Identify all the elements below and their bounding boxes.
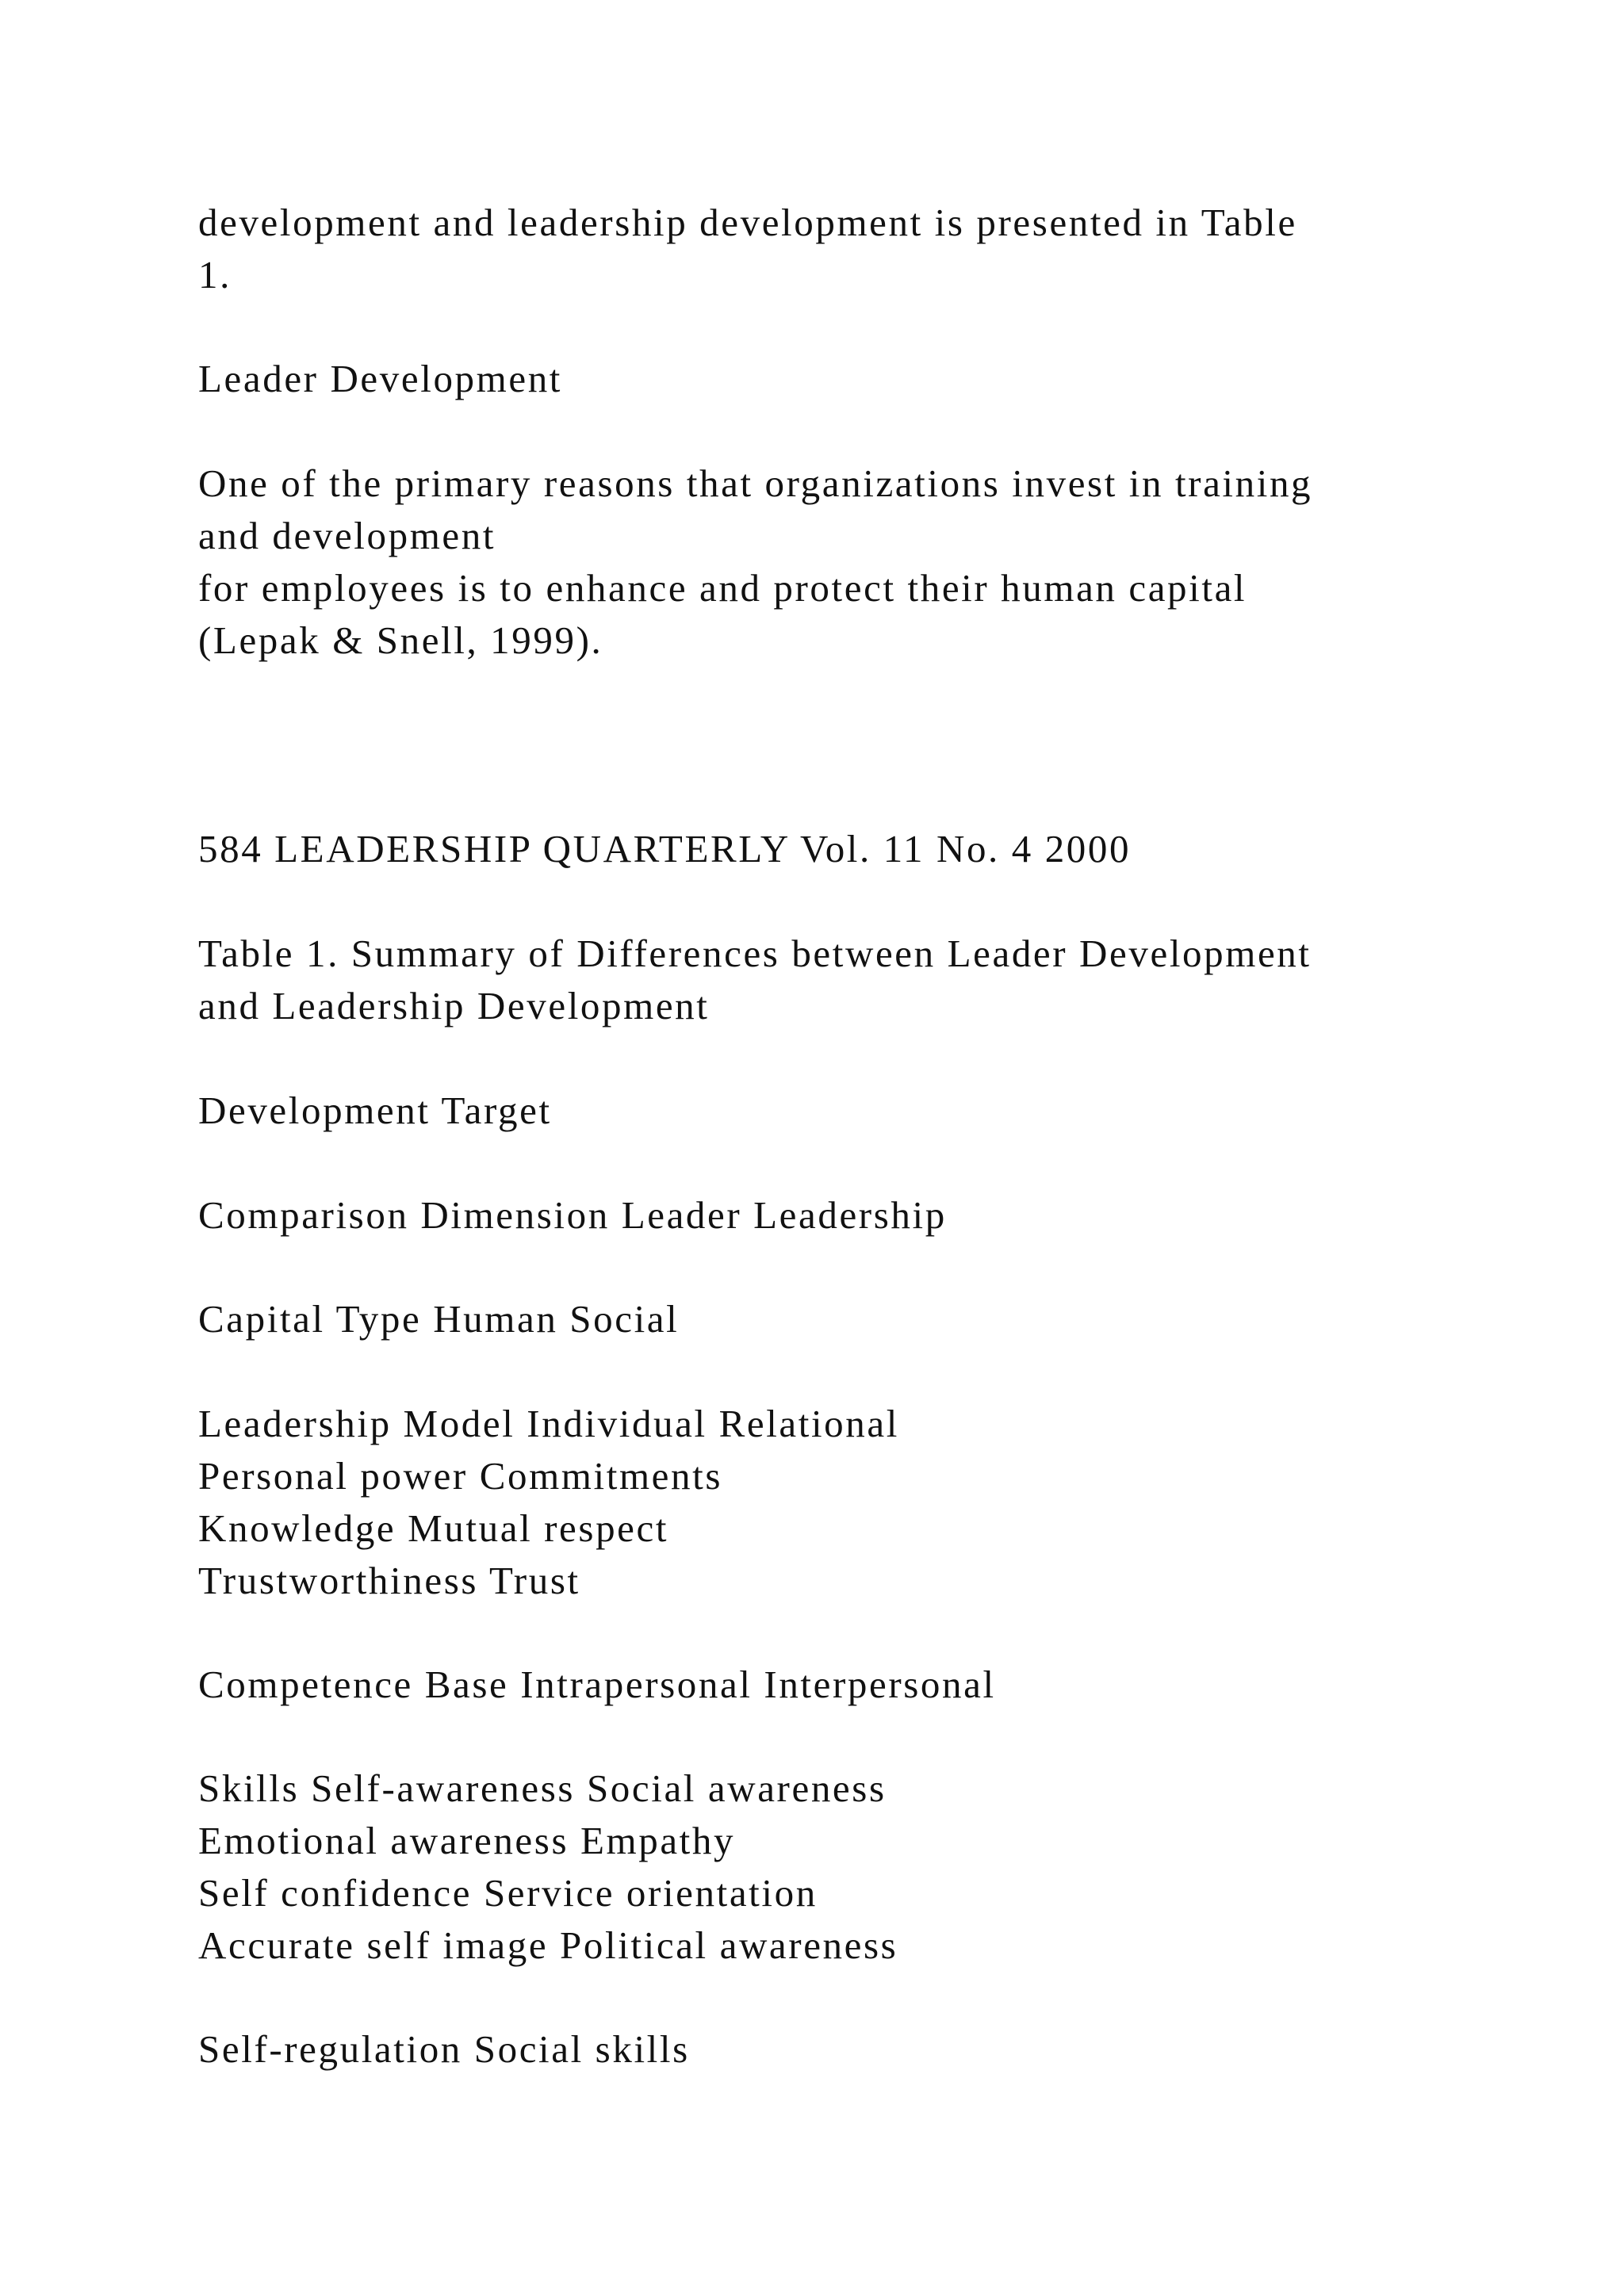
table-row-capital-type	[198, 1293, 1499, 1345]
table-spanning-header	[198, 1085, 1499, 1137]
table-row-text: Personal power Commitments	[198, 1454, 722, 1498]
table-row-self-regulation	[198, 2023, 1499, 2076]
section-heading	[198, 353, 1499, 405]
table-row-text: Trustworthiness Trust	[198, 1559, 580, 1602]
table-row-text: Capital Type Human Social	[198, 1297, 680, 1341]
intro-line: development and leadership development is presented in Table	[198, 201, 1297, 244]
body-paragraph	[198, 457, 1499, 667]
table-row-text: Competence Base Intrapersonal Interpersonal	[198, 1663, 996, 1706]
column-header-text: Comparison Dimension Leader Leadership	[198, 1193, 947, 1237]
table-row-text: Self-regulation Social skills	[198, 2027, 690, 2071]
running-header	[198, 823, 1499, 875]
table-caption	[198, 928, 1499, 1032]
running-header-text: 584 LEADERSHIP QUARTERLY Vol. 11 No. 4 2000	[198, 827, 1132, 871]
table-row-text: Accurate self image Political awareness	[198, 1923, 898, 1967]
table-row-text: Knowledge Mutual respect	[198, 1506, 669, 1550]
table-row-text: Emotional awareness Empathy	[198, 1819, 736, 1862]
table-row-competence-base	[198, 1659, 1499, 1711]
table-caption-line: and Leadership Development	[198, 984, 710, 1027]
intro-paragraph	[198, 197, 1499, 301]
table-row-skills	[198, 1762, 1499, 1972]
paragraph-line: for employees is to enhance and protect their human capital	[198, 566, 1247, 610]
table-caption-line: Table 1. Summary of Differences between Leader Development	[198, 932, 1312, 975]
table-row-leadership-model	[198, 1398, 1499, 1607]
table-row-text: Leadership Model Individual Relational	[198, 1402, 899, 1445]
paragraph-line: (Lepak & Snell, 1999).	[198, 618, 603, 662]
section-heading-text: Leader Development	[198, 357, 563, 400]
spanning-header-text: Development Target	[198, 1089, 552, 1132]
table-row-text: Self confidence Service orientation	[198, 1871, 818, 1915]
table-column-headers	[198, 1189, 1499, 1242]
table-row-text: Skills Self-awareness Social awareness	[198, 1766, 887, 1810]
paragraph-line: One of the primary reasons that organizations invest in training	[198, 461, 1313, 505]
paragraph-line: and development	[198, 514, 496, 557]
intro-line: 1.	[198, 253, 232, 297]
